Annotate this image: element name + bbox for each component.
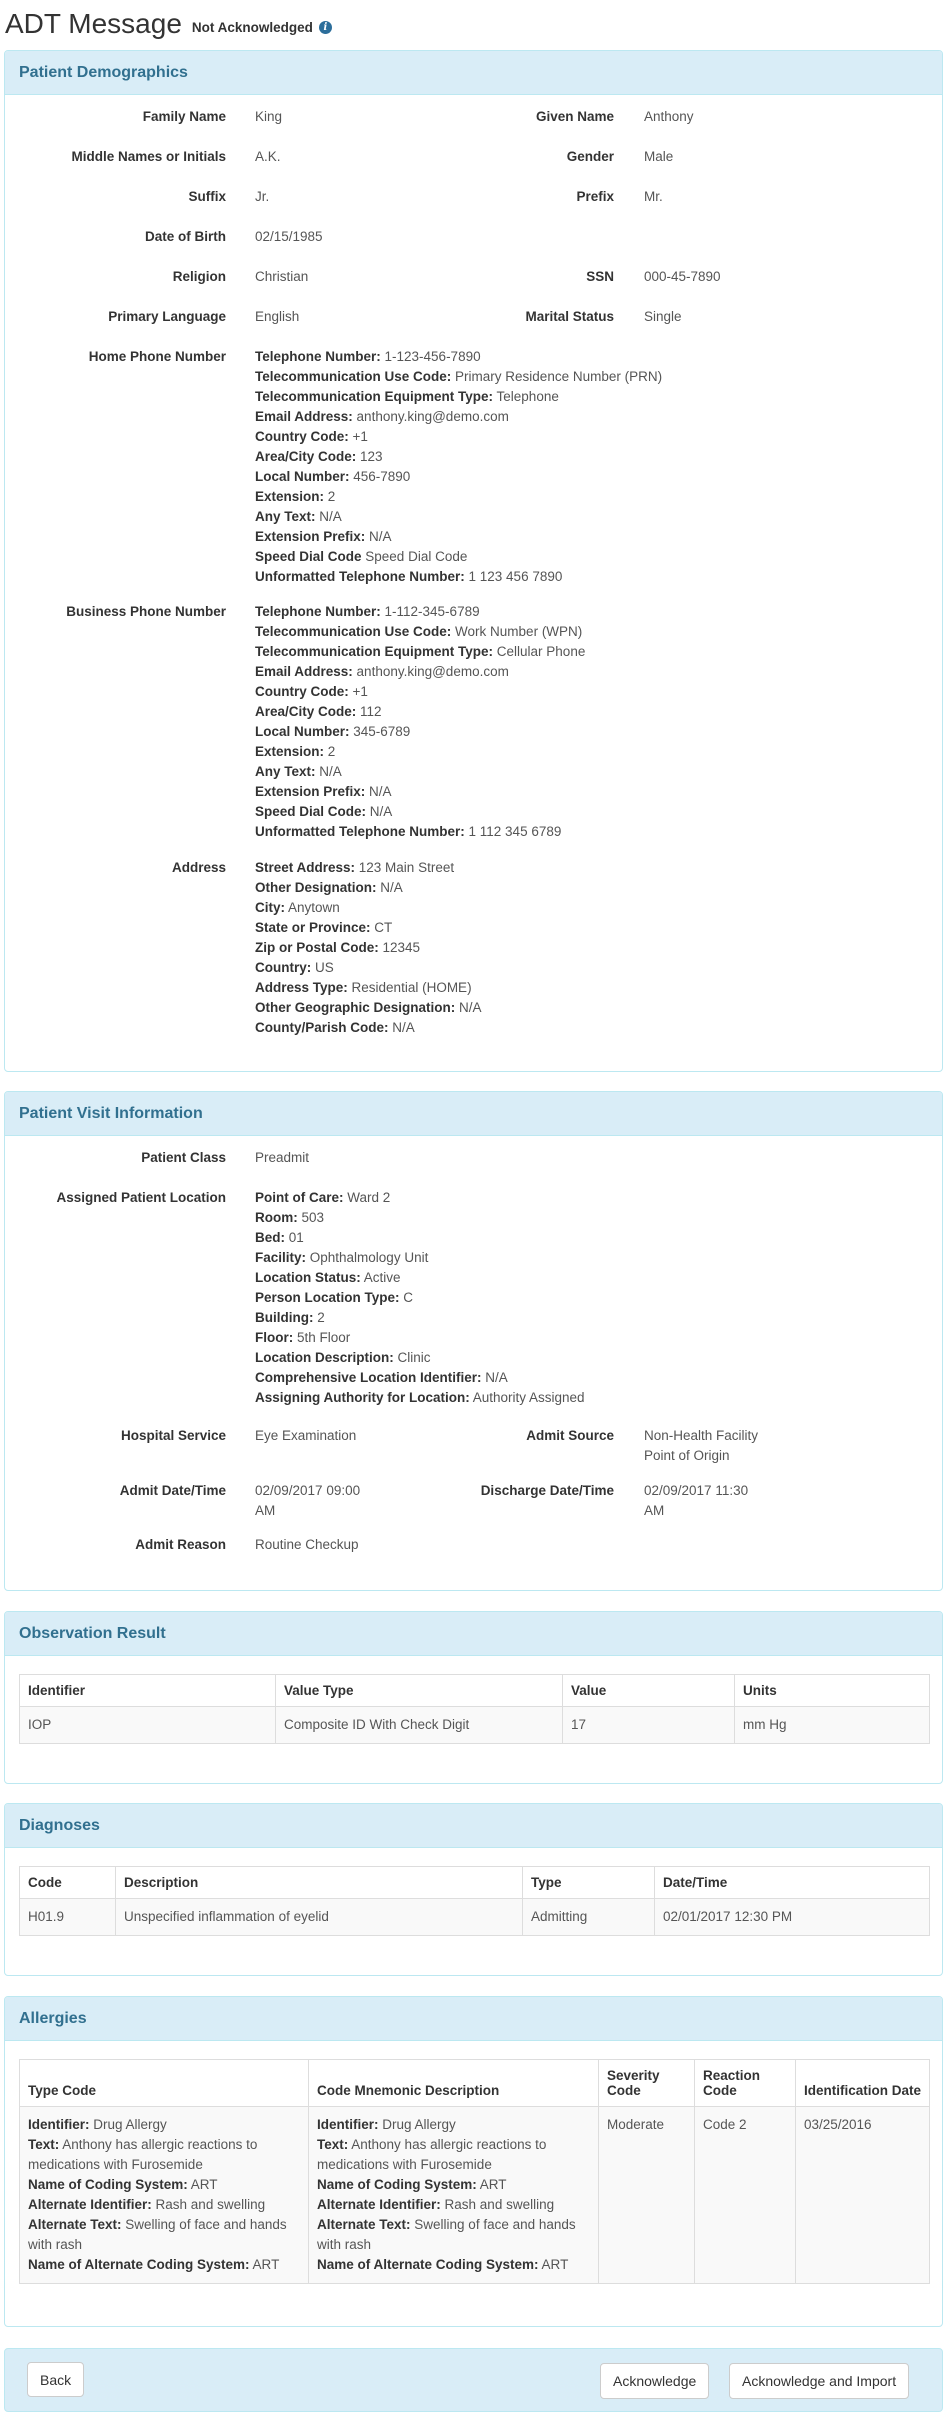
home-phone-details	[255, 347, 662, 587]
business-phone-details	[255, 602, 585, 842]
detail-line	[255, 662, 585, 682]
home-phone-label: Home Phone Number	[88, 349, 226, 364]
severity-cell: Moderate	[599, 2107, 695, 2284]
column-header: Type	[523, 1867, 655, 1899]
detail-value: N/A	[376, 880, 403, 895]
detail-key: Alternate Identifier:	[317, 2197, 441, 2212]
detail-key: Location Status:	[255, 1270, 361, 1285]
detail-value: 2	[313, 1310, 325, 1325]
detail-key: Unformatted Telephone Number:	[255, 824, 465, 839]
detail-key: Any Text:	[255, 764, 316, 779]
detail-key: Area/City Code:	[255, 449, 357, 464]
primary-language-label: Primary Language	[108, 309, 226, 324]
detail-value: N/A	[388, 1020, 415, 1035]
detail-value: Ophthalmology Unit	[306, 1250, 429, 1265]
detail-value: +1	[348, 684, 368, 699]
info-icon[interactable]: i	[319, 21, 332, 34]
identification-date-cell: 03/25/2016	[796, 2107, 930, 2284]
detail-key: Person Location Type:	[255, 1290, 400, 1305]
column-header: Reaction Code	[695, 2060, 796, 2107]
hospital-service-value: Eye Examination	[255, 1428, 357, 1443]
admit-datetime-line: AM	[255, 1503, 276, 1518]
detail-line	[255, 1228, 585, 1248]
allergies-table	[19, 2059, 930, 2284]
detail-key: Identifier:	[317, 2117, 379, 2132]
detail-key: Identifier:	[28, 2117, 90, 2132]
detail-line	[255, 878, 482, 898]
allergies-panel	[4, 1996, 943, 2327]
gender-label: Gender	[566, 149, 614, 164]
detail-key: Alternate Text:	[28, 2217, 122, 2232]
detail-key: Telecommunication Use Code:	[255, 369, 452, 384]
table-row	[20, 1899, 930, 1936]
detail-line	[255, 567, 662, 587]
suffix-label: Suffix	[188, 189, 226, 204]
detail-key: Telephone Number:	[255, 604, 381, 619]
detail-value: Speed Dial Code	[361, 549, 468, 564]
admit-source-value	[644, 1426, 758, 1466]
detail-value: 12345	[378, 940, 421, 955]
detail-line	[28, 2195, 300, 2215]
detail-line	[255, 622, 585, 642]
detail-line	[255, 1348, 585, 1368]
religion-value: Christian	[255, 269, 309, 284]
detail-line	[255, 958, 482, 978]
detail-line	[255, 467, 662, 487]
detail-line	[255, 978, 482, 998]
type-code-cell	[20, 2107, 309, 2284]
family-name-label: Family Name	[142, 109, 226, 124]
detail-value: N/A	[455, 1000, 482, 1015]
detail-value: Clinic	[393, 1350, 431, 1365]
primary-language-value: English	[255, 309, 300, 324]
detail-value: 345-6789	[349, 724, 411, 739]
panel-heading: Patient Visit Information	[5, 1092, 942, 1136]
detail-line	[255, 822, 585, 842]
ssn-value: 000-45-7890	[644, 269, 721, 284]
detail-value: ART	[249, 2257, 280, 2272]
detail-line	[255, 1018, 482, 1038]
detail-key: Extension:	[255, 489, 325, 504]
detail-value: 1-123-456-7890	[380, 349, 481, 364]
detail-value: 01	[285, 1230, 304, 1245]
diagnoses-panel	[4, 1803, 943, 1976]
acknowledge-and-import-button[interactable]: Acknowledge and Import	[729, 2363, 909, 2399]
patient-demographics-panel	[4, 50, 943, 1072]
detail-line	[255, 1388, 585, 1408]
page-title: ADT Message	[5, 8, 182, 39]
detail-value: Swelling of face and hands with rash	[317, 2217, 576, 2252]
table-cell: Composite ID With Check Digit	[276, 1707, 563, 1744]
detail-line	[255, 1248, 585, 1268]
detail-value: 503	[297, 1210, 325, 1225]
detail-key: Country Code:	[255, 684, 349, 699]
detail-key: Bed:	[255, 1230, 285, 1245]
detail-key: Room:	[255, 1210, 298, 1225]
detail-line	[317, 2175, 590, 2195]
column-header: Description	[116, 1867, 523, 1899]
detail-line	[255, 487, 662, 507]
detail-line	[255, 802, 585, 822]
acknowledgement-status: Not Acknowledged	[191, 19, 313, 35]
detail-line	[255, 1208, 585, 1228]
discharge-datetime-line: AM	[644, 1503, 665, 1518]
column-header: Code	[20, 1867, 116, 1899]
detail-line	[255, 407, 662, 427]
patient-class-label: Patient Class	[141, 1150, 226, 1165]
admit-reason-value: Routine Checkup	[255, 1537, 359, 1552]
detail-line	[28, 2215, 300, 2255]
detail-line	[317, 2195, 590, 2215]
detail-value: US	[311, 960, 334, 975]
detail-key: Any Text:	[255, 509, 316, 524]
detail-key: Telephone Number:	[255, 349, 381, 364]
page-header	[0, 0, 947, 46]
detail-key: Other Geographic Designation:	[255, 1000, 456, 1015]
family-name-value: King	[255, 109, 283, 124]
detail-key: Extension Prefix:	[255, 529, 366, 544]
detail-key: Email Address:	[255, 664, 353, 679]
table-row	[20, 1707, 930, 1744]
given-name-label: Given Name	[535, 109, 614, 124]
detail-value: +1	[348, 429, 368, 444]
detail-value: 5th Floor	[293, 1330, 351, 1345]
diagnoses-table	[19, 1866, 930, 1936]
detail-line	[317, 2215, 590, 2255]
detail-key: Location Description:	[255, 1350, 394, 1365]
assigned-location-details	[255, 1188, 585, 1408]
detail-key: Local Number:	[255, 469, 350, 484]
detail-key: Telecommunication Equipment Type:	[255, 644, 494, 659]
detail-key: Unformatted Telephone Number:	[255, 569, 465, 584]
given-name-value: Anthony	[644, 109, 694, 124]
detail-line	[255, 1308, 585, 1328]
detail-line	[255, 1368, 585, 1388]
back-button[interactable]: Back	[27, 2362, 84, 2397]
table-cell: H01.9	[20, 1899, 116, 1936]
detail-key: Point of Care:	[255, 1190, 344, 1205]
detail-key: Speed Dial Code	[255, 549, 362, 564]
detail-key: Speed Dial Code:	[255, 804, 367, 819]
detail-value: 1 112 345 6789	[464, 824, 562, 839]
detail-value: Ward 2	[343, 1190, 391, 1205]
column-header: Identifier	[20, 1675, 276, 1707]
column-header: Identification Date	[796, 2060, 930, 2107]
panel-heading: Diagnoses	[5, 1804, 942, 1848]
detail-value: N/A	[315, 764, 342, 779]
detail-value: ART	[538, 2257, 569, 2272]
column-header: Value	[563, 1675, 735, 1707]
detail-line	[255, 447, 662, 467]
detail-value: Telephone	[493, 389, 559, 404]
column-header: Code Mnemonic Description	[309, 2060, 599, 2107]
detail-line	[317, 2135, 590, 2175]
detail-key: Alternate Text:	[317, 2217, 411, 2232]
detail-value: Rash and swelling	[151, 2197, 266, 2212]
prefix-value: Mr.	[644, 189, 663, 204]
table-cell: 02/01/2017 12:30 PM	[655, 1899, 930, 1936]
detail-value: C	[399, 1290, 414, 1305]
detail-line	[28, 2255, 300, 2275]
panel-heading: Allergies	[5, 1997, 942, 2041]
patient-class-value: Preadmit	[255, 1150, 310, 1165]
detail-value: 123 Main Street	[355, 860, 455, 875]
panel-heading: Patient Demographics	[5, 51, 942, 95]
detail-line	[317, 2115, 590, 2135]
detail-value: anthony.king@demo.com	[352, 409, 509, 424]
detail-value: Drug Allergy	[89, 2117, 167, 2132]
admit-reason-label: Admit Reason	[135, 1537, 226, 1552]
column-header: Date/Time	[655, 1867, 930, 1899]
detail-line	[255, 642, 585, 662]
detail-key: Extension Prefix:	[255, 784, 366, 799]
detail-key: Name of Alternate Coding System:	[28, 2257, 250, 2272]
discharge-datetime-label: Discharge Date/Time	[480, 1483, 614, 1498]
detail-value: ART	[476, 2177, 507, 2192]
detail-value: 456-7890	[349, 469, 411, 484]
admit-source-label: Admit Source	[526, 1428, 614, 1443]
detail-value: Primary Residence Number (PRN)	[451, 369, 663, 384]
detail-line	[255, 938, 482, 958]
reaction-cell: Code 2	[695, 2107, 796, 2284]
column-header: Type Code	[20, 2060, 309, 2107]
detail-key: Text:	[317, 2137, 349, 2152]
detail-line	[255, 387, 662, 407]
detail-line	[28, 2115, 300, 2135]
detail-value: Work Number (WPN)	[451, 624, 583, 639]
detail-value: anthony.king@demo.com	[352, 664, 509, 679]
detail-value: Rash and swelling	[440, 2197, 555, 2212]
ssn-label: SSN	[586, 269, 614, 284]
detail-line	[255, 682, 585, 702]
detail-line	[255, 427, 662, 447]
detail-key: Street Address:	[255, 860, 356, 875]
admit-source-line: Point of Origin	[644, 1448, 730, 1463]
detail-key: Telecommunication Equipment Type:	[255, 389, 494, 404]
column-header: Units	[735, 1675, 930, 1707]
detail-value: N/A	[366, 804, 393, 819]
detail-line	[255, 547, 662, 567]
detail-value: Anthony has allergic reactions to medications with Furosemide	[317, 2137, 547, 2172]
table-cell: Admitting	[523, 1899, 655, 1936]
acknowledge-button[interactable]: Acknowledge	[600, 2363, 709, 2399]
detail-key: Comprehensive Location Identifier:	[255, 1370, 482, 1385]
marital-status-label: Marital Status	[525, 309, 614, 324]
detail-key: Local Number:	[255, 724, 350, 739]
address-details	[255, 858, 482, 1038]
detail-value: Anthony has allergic reactions to medications with Furosemide	[28, 2137, 258, 2172]
detail-line	[255, 782, 585, 802]
admit-source-line: Non-Health Facility	[644, 1428, 759, 1443]
detail-line	[28, 2135, 300, 2175]
table-cell: mm Hg	[735, 1707, 930, 1744]
detail-line	[255, 762, 585, 782]
detail-line	[28, 2175, 300, 2195]
detail-key: Assigning Authority for Location:	[255, 1390, 470, 1405]
detail-key: Area/City Code:	[255, 704, 357, 719]
table-cell: 17	[563, 1707, 735, 1744]
detail-line	[255, 507, 662, 527]
detail-value: Anytown	[285, 900, 340, 915]
detail-line	[317, 2255, 590, 2275]
detail-key: Name of Coding System:	[317, 2177, 477, 2192]
business-phone-label: Business Phone Number	[66, 604, 226, 619]
table-cell: Unspecified inflammation of eyelid	[116, 1899, 523, 1936]
detail-key: Name of Coding System:	[28, 2177, 188, 2192]
detail-value: CT	[370, 920, 393, 935]
detail-line	[255, 367, 662, 387]
detail-value: Residential (HOME)	[347, 980, 472, 995]
action-bar	[4, 2348, 943, 2412]
code-mnemonic-cell	[309, 2107, 599, 2284]
middle-names-label: Middle Names or Initials	[71, 149, 226, 164]
detail-line	[255, 1188, 585, 1208]
detail-key: Country Code:	[255, 429, 349, 444]
table-row	[20, 2107, 930, 2284]
gender-value: Male	[644, 149, 674, 164]
patient-visit-panel	[4, 1091, 943, 1591]
discharge-datetime-value	[644, 1481, 748, 1521]
address-label: Address	[171, 860, 226, 875]
detail-key: Alternate Identifier:	[28, 2197, 152, 2212]
detail-value: 123	[356, 449, 383, 464]
detail-key: Extension:	[255, 744, 325, 759]
prefix-label: Prefix	[576, 189, 614, 204]
detail-line	[255, 602, 585, 622]
detail-line	[255, 1268, 585, 1288]
detail-line	[255, 527, 662, 547]
observation-table	[19, 1674, 930, 1744]
detail-key: Email Address:	[255, 409, 353, 424]
marital-status-value: Single	[644, 309, 682, 324]
detail-key: Address Type:	[255, 980, 348, 995]
detail-key: Name of Alternate Coding System:	[317, 2257, 539, 2272]
suffix-value: Jr.	[255, 189, 270, 204]
detail-value: Drug Allergy	[378, 2117, 456, 2132]
detail-value: 112	[356, 704, 382, 719]
detail-line	[255, 858, 482, 878]
admit-datetime-line: 02/09/2017 09:00	[255, 1483, 361, 1498]
detail-key: Facility:	[255, 1250, 307, 1265]
detail-value: 1 123 456 7890	[464, 569, 563, 584]
admit-datetime-label: Admit Date/Time	[119, 1483, 226, 1498]
detail-value: Swelling of face and hands with rash	[28, 2217, 287, 2252]
detail-key: County/Parish Code:	[255, 1020, 389, 1035]
hospital-service-label: Hospital Service	[120, 1428, 226, 1443]
detail-line	[255, 1328, 585, 1348]
table-cell: IOP	[20, 1707, 276, 1744]
detail-value: ART	[187, 2177, 218, 2192]
detail-key: Building:	[255, 1310, 314, 1325]
detail-key: Floor:	[255, 1330, 294, 1345]
detail-line	[255, 898, 482, 918]
detail-value: Authority Assigned	[469, 1390, 585, 1405]
detail-key: Text:	[28, 2137, 60, 2152]
panel-heading: Observation Result	[5, 1612, 942, 1656]
detail-value: Active	[360, 1270, 401, 1285]
detail-line	[255, 347, 662, 367]
dob-value: 02/15/1985	[255, 229, 323, 244]
assigned-location-label: Assigned Patient Location	[56, 1190, 226, 1205]
column-header: Severity Code	[599, 2060, 695, 2107]
detail-line	[255, 742, 585, 762]
detail-key: Zip or Postal Code:	[255, 940, 379, 955]
detail-value: N/A	[481, 1370, 508, 1385]
detail-line	[255, 998, 482, 1018]
observation-result-panel	[4, 1611, 943, 1784]
detail-line	[255, 722, 585, 742]
detail-value: 2	[324, 744, 336, 759]
admit-datetime-value	[255, 1481, 360, 1521]
detail-line	[255, 1288, 585, 1308]
detail-value: Cellular Phone	[493, 644, 586, 659]
column-header: Value Type	[276, 1675, 563, 1707]
discharge-datetime-line: 02/09/2017 11:30	[644, 1483, 749, 1498]
detail-line	[255, 918, 482, 938]
detail-line	[255, 702, 585, 722]
middle-names-value: A.K.	[255, 149, 281, 164]
detail-key: Country:	[255, 960, 312, 975]
detail-value: N/A	[315, 509, 342, 524]
dob-label: Date of Birth	[145, 229, 226, 244]
detail-value: N/A	[365, 529, 392, 544]
detail-value: 1-112-345-6789	[380, 604, 480, 619]
detail-key: Telecommunication Use Code:	[255, 624, 452, 639]
detail-value: 2	[324, 489, 336, 504]
detail-key: Other Designation:	[255, 880, 377, 895]
detail-key: City:	[255, 900, 285, 915]
detail-key: State or Province:	[255, 920, 371, 935]
religion-label: Religion	[172, 269, 226, 284]
detail-value: N/A	[365, 784, 392, 799]
